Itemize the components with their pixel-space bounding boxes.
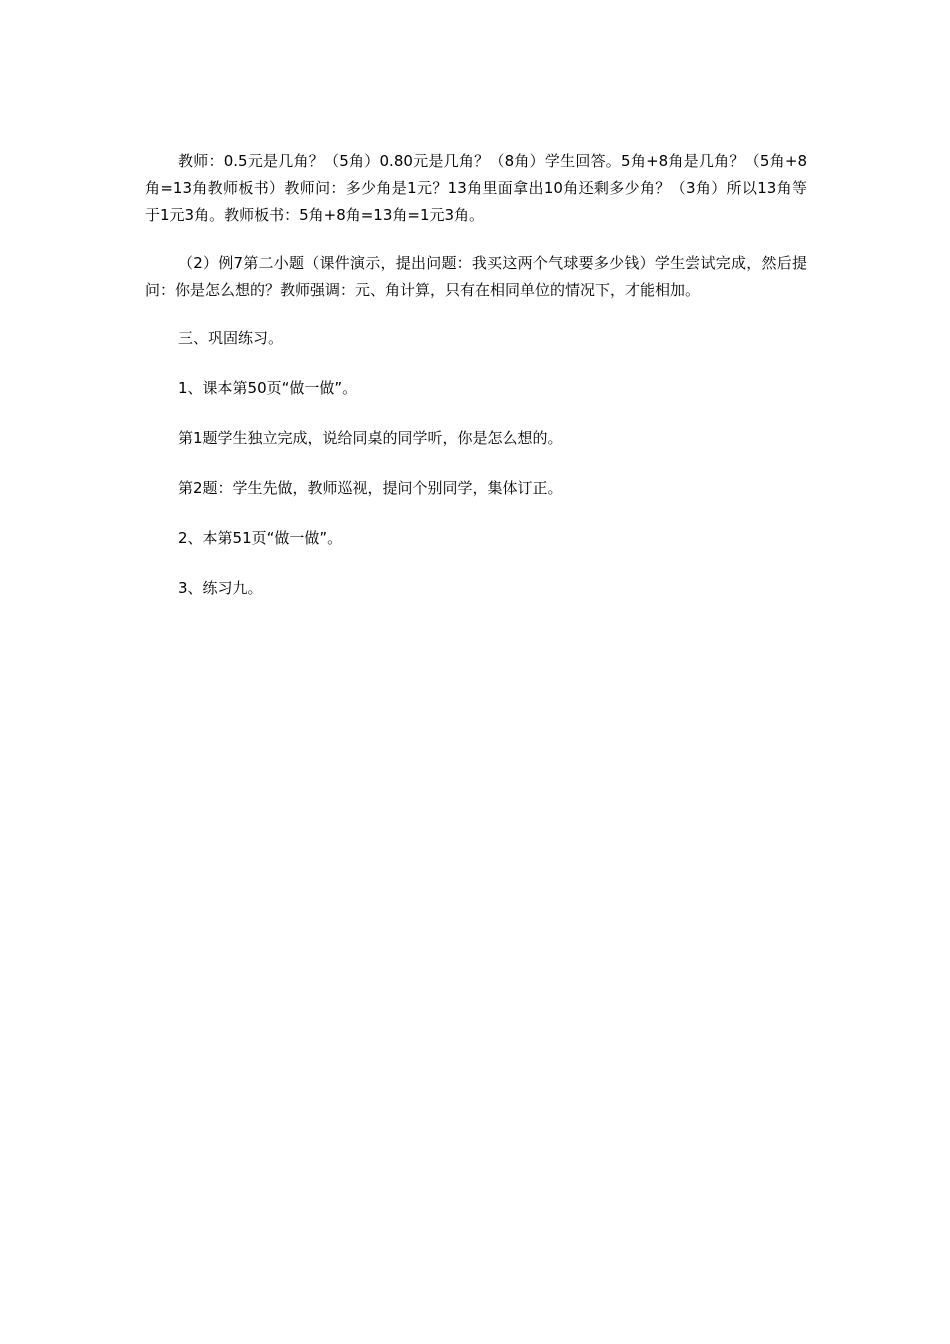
paragraph-teacher-questions: 教师：0.5元是几角？（5角）0.80元是几角？（8角）学生回答。5角+8角是几角？（5角+8角=13角教师板书）教师问：多少角是1元？13角里面拿出10角还剩多少角？（3角）所以13角等于1元3角。教师板书：5角+8角=13角=1元3角。 (145, 152, 807, 224)
list-item-question-2: 第2题：学生先做，教师巡视，提问个别同学，集体订正。 (178, 479, 563, 497)
list-item-textbook-p51: 2、本第51页“做一做”。 (178, 529, 343, 547)
list-item-question-1: 第1题学生独立完成，说给同桌的同学听，你是怎么想的。 (178, 429, 563, 447)
list-item-exercise-9: 3、练习九。 (178, 579, 263, 597)
document-body (145, 148, 807, 602)
list-item-textbook-p50: 1、课本第50页“做一做”。 (178, 379, 358, 397)
paragraph-example-7: （2）例7第二小题（课件演示，提出问题：我买这两个气球要多少钱）学生尝试完成，然后提问：你是怎么想的？教师强调：元、角计算，只有在相同单位的情况下，才能相加。 (145, 254, 807, 299)
section-heading-practice: 三、巩固练习。 (178, 329, 284, 347)
